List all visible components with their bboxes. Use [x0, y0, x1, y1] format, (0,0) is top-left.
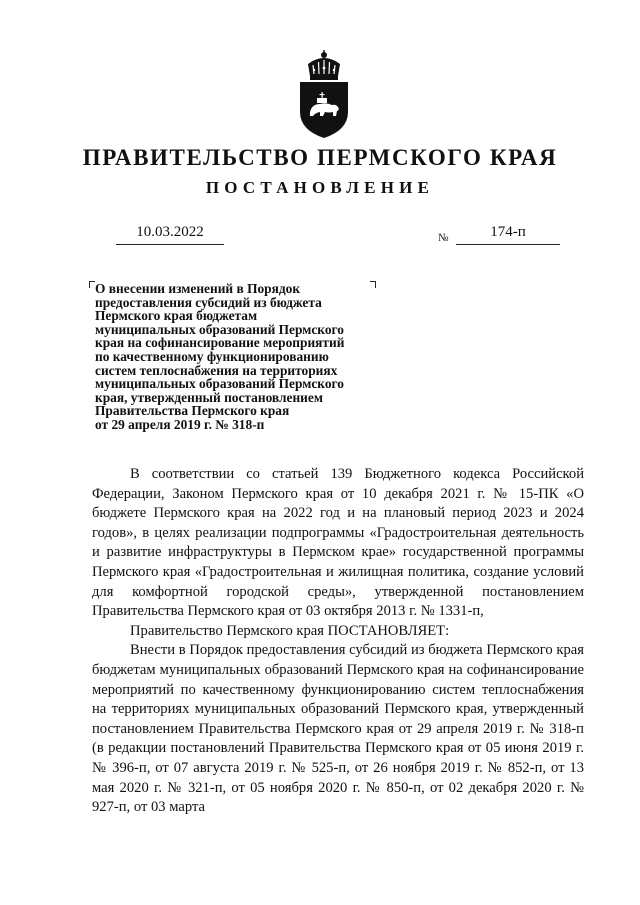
subject-line: края, утвержденный постановлением: [95, 389, 323, 405]
subject-line: О внесении изменений в Порядок: [95, 281, 301, 296]
perm-krai-coat-of-arms-icon: [296, 50, 352, 140]
subject-line: края на софинансирование мероприятий: [95, 335, 345, 351]
subject-line: по качественному функционированию: [95, 348, 329, 364]
body-paragraph-amendment: Внести в Порядок предоставления субсидий из бюджета Пермского края бюджетам муниципальных образований Пермского края на софинансирование мероприятий по качественному функционированию систем теплоснабжения на территориях муниципальных образований Пермского края, утвержденный постановлением Правительства Пермского края от 29 апреля 2019 г. № 318-п (в редакции постановлений Правительства Пермского края от 05 июня 2019 г. № 396-п, от 07 августа 2019 г. № 525-п, от 26 ноября 2019 г. № 852-п, от 13 мая 2020 г. № 321-п, от 05 ноября 2020 г. № 850-п, от 02 декабря 2020 г. № 927-п, от 03 марта: [92, 642, 584, 816]
subject-line: предоставления субсидий из бюджета: [95, 294, 322, 310]
body-paragraph-preamble: В соответствии со статьей 139 Бюджетного кодекса Российской Федерации, Законом Пермского края от 10 декабря 2021 г. № 15-ПК «О бюджете Пермского края на 2022 год и на плановый период 2023 и 2024 годов», в целях реализации подпрограммы «Градостроительная деятельность и развитие инфраструктуры в Пермском крае» государственной программы Пермского края «Градостроительная и жилищная политика, создание условий для комфортной городской среды», утвержденной постановлением Правительства Пермского края от 03 октября 2013 г. № 1331-п,: [92, 466, 584, 620]
subject-line: Пермского края бюджетам: [95, 308, 258, 324]
document-number: 174-п: [456, 224, 560, 245]
document-type: ПОСТАНОВЛЕНИЕ: [205, 178, 435, 197]
subject-line: муниципальных образований Пермского: [95, 321, 344, 337]
subject-line: Правительства Пермского края: [95, 403, 290, 419]
subject-line: систем теплоснабжения на территориях: [95, 362, 338, 378]
body-paragraph-resolves: Правительство Пермского края ПОСТАНОВЛЯЕТ:: [130, 622, 450, 639]
organization-title: ПРАВИТЕЛЬСТВО ПЕРМСКОГО КРАЯ: [82, 145, 558, 170]
subject-line: от 29 апреля 2019 г. № 318-п: [95, 416, 265, 432]
subject-line: муниципальных образований Пермского: [95, 376, 344, 392]
number-sign: №: [438, 232, 449, 244]
document-date: 10.03.2022: [116, 224, 224, 245]
document-subject: [95, 282, 395, 432]
document-body: [92, 465, 584, 818]
